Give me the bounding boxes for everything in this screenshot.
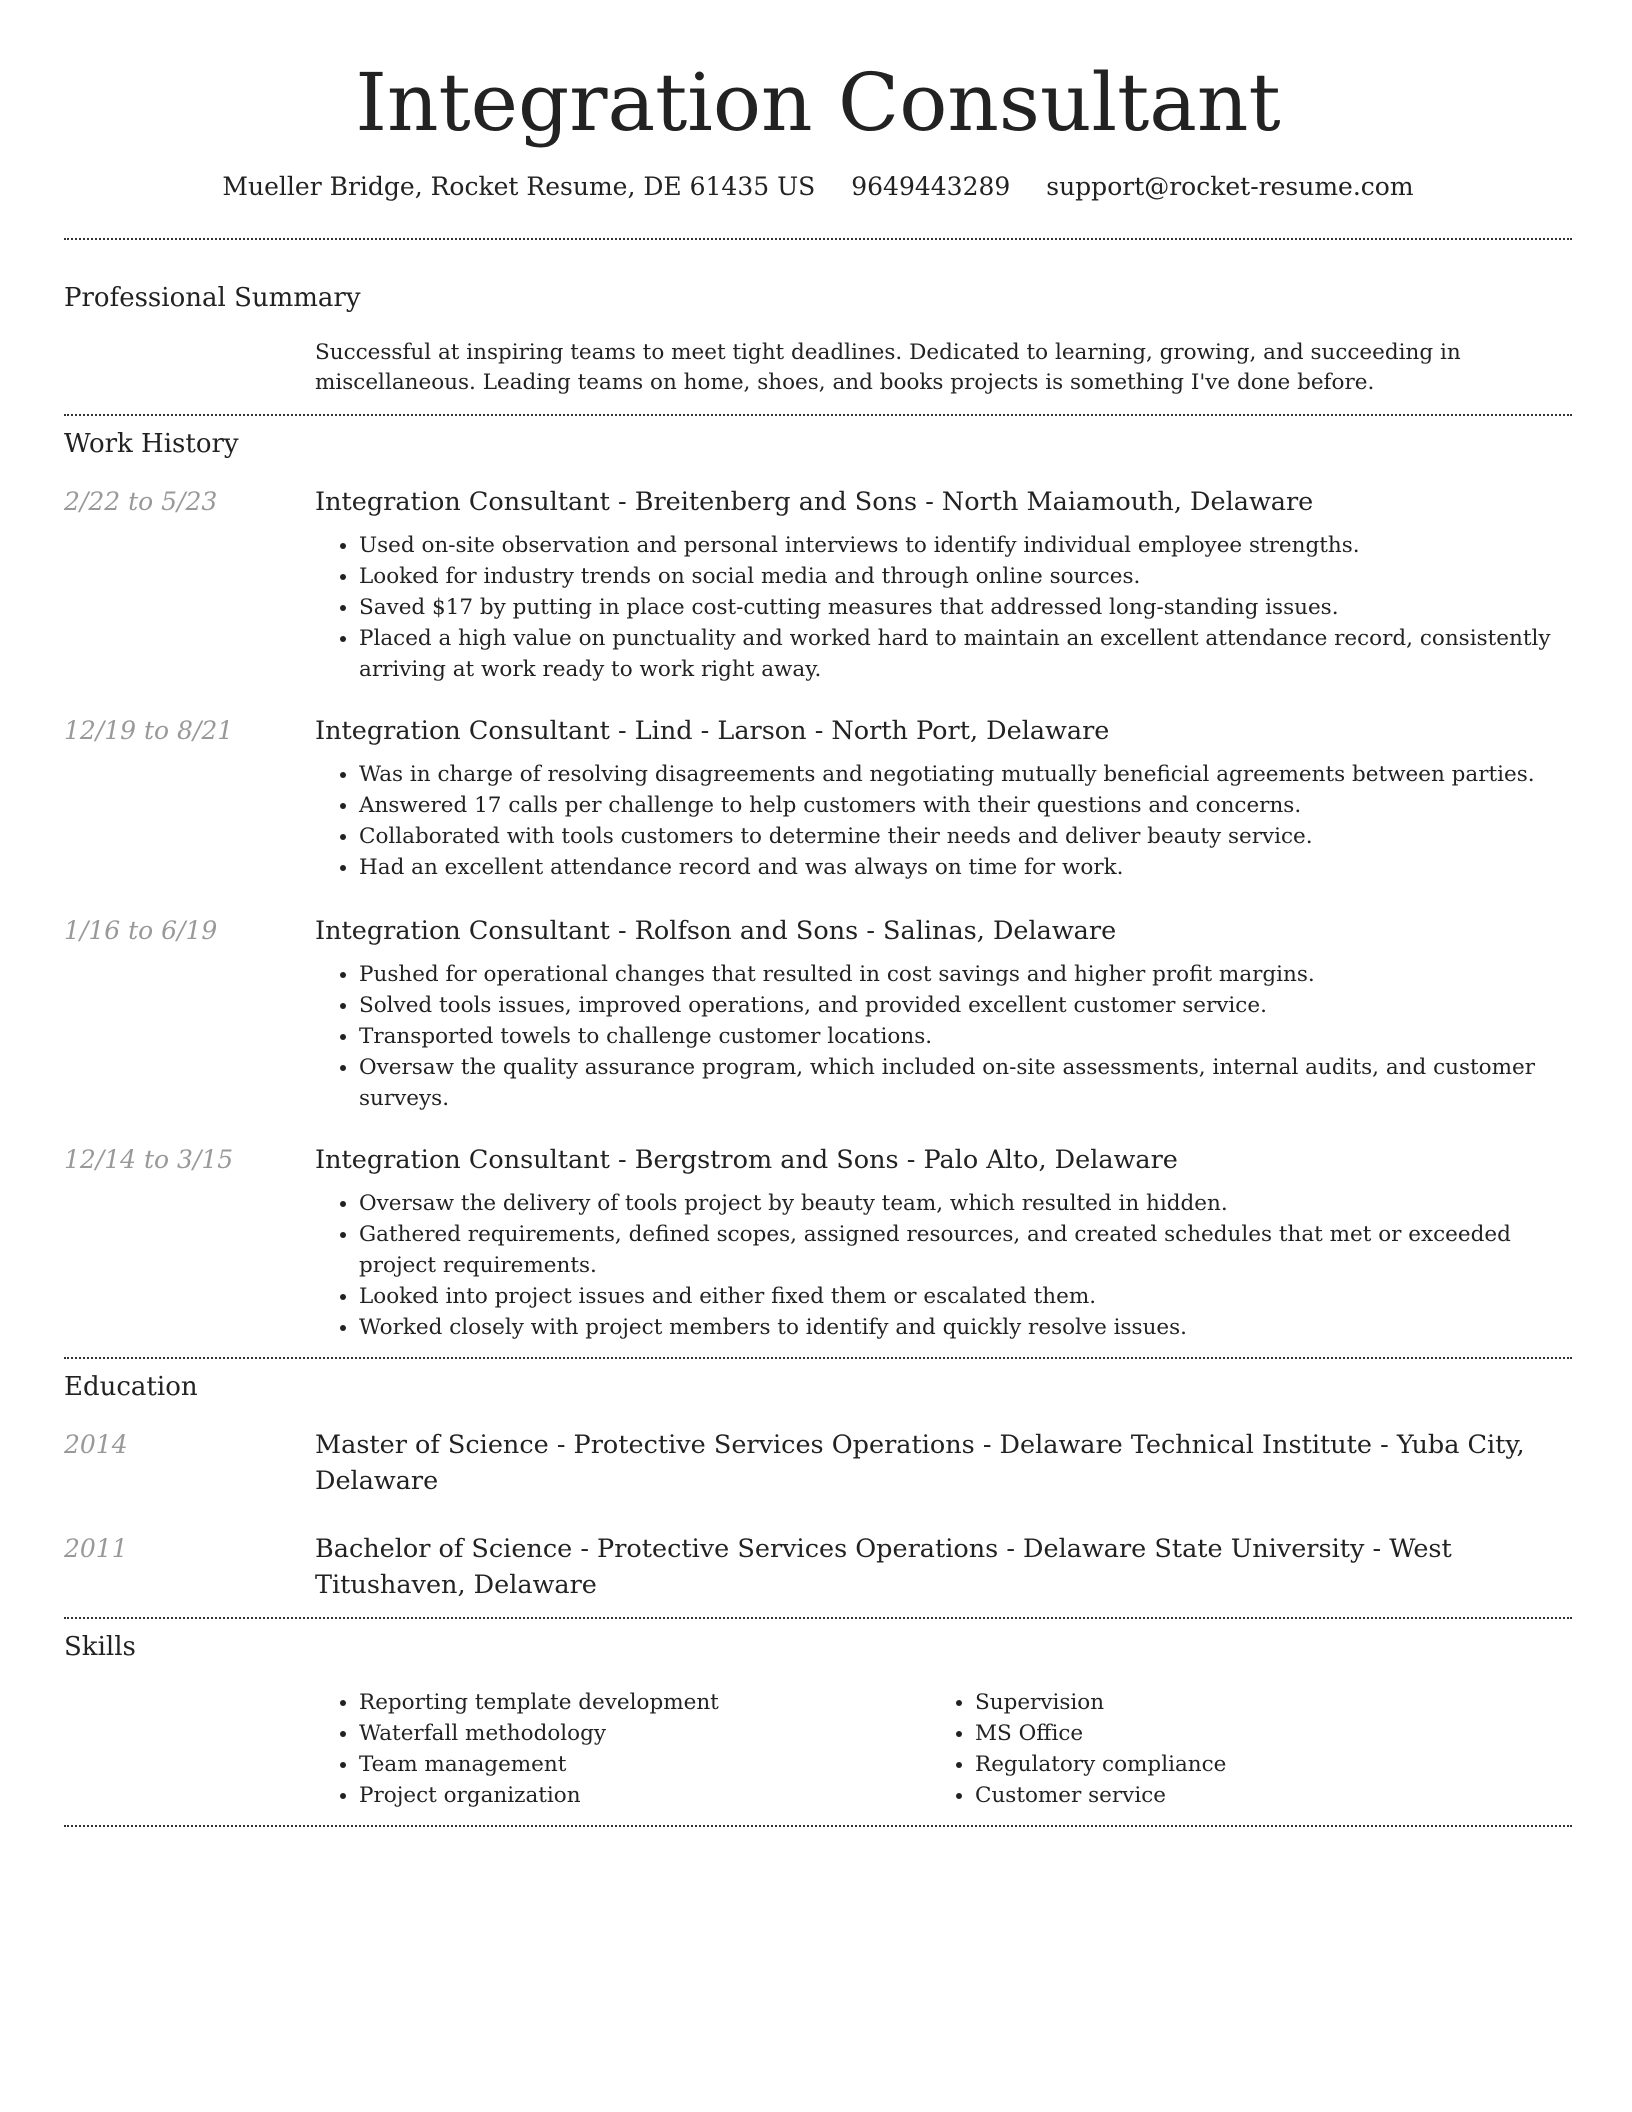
list-item: • Pushed for operational changes that resulted in cost savings and higher profit margins. <box>359 959 1572 990</box>
job-dates: 2/22 to 5/23 <box>64 487 218 516</box>
summary-section <box>64 240 1572 398</box>
job-bullets <box>315 1188 1572 1343</box>
phone: 9649443289 <box>851 172 1011 201</box>
list-item: • Oversaw the delivery of tools project by beauty team, which resulted in hidden. <box>359 1188 1572 1219</box>
job-entry <box>64 913 1572 1114</box>
section-title-skills: Skills <box>64 1632 136 1662</box>
job-title: Integration Consultant - Breitenberg and Sons - North Maiamouth, Delaware <box>315 487 1314 517</box>
list-item: • Looked into project issues and either fixed them or escalated them. <box>359 1281 1572 1312</box>
education-year: 2011 <box>64 1534 128 1563</box>
job-entry <box>64 484 1572 685</box>
list-item: • Team management <box>359 1749 931 1780</box>
email: support@rocket-resume.com <box>1046 172 1414 201</box>
section-title-work: Work History <box>64 429 239 459</box>
education-degree: Master of Science - Protective Services Operations - Delaware Technical Institute - Yuba City, Delaware <box>315 1430 1525 1496</box>
list-item: • Answered 17 calls per challenge to help customers with their questions and concerns. <box>359 790 1572 821</box>
list-item: • Used on-site observation and personal interviews to identify individual employee strengths. <box>359 530 1572 561</box>
job-entry <box>64 1142 1572 1343</box>
list-item: • Reporting template development <box>359 1687 931 1718</box>
list-item: • Oversaw the quality assurance program, which included on-site assessments, internal audits, and customer surveys. <box>359 1052 1572 1114</box>
job-bullets <box>315 759 1572 883</box>
job-title: Integration Consultant - Lind - Larson - North Port, Delaware <box>315 716 1110 746</box>
divider <box>64 1825 1572 1827</box>
education-entry <box>64 1531 1572 1603</box>
list-item: • Regulatory compliance <box>975 1749 1572 1780</box>
address: Mueller Bridge, Rocket Resume, DE 61435 US <box>222 172 816 201</box>
list-item: • Looked for industry trends on social media and through online sources. <box>359 561 1572 592</box>
list-item: • Worked closely with project members to identify and quickly resolve issues. <box>359 1312 1572 1343</box>
skills-list <box>315 1687 1572 1811</box>
page-title: Integration Consultant <box>355 56 1281 149</box>
skills-section <box>64 1619 1572 1811</box>
job-bullets <box>315 959 1572 1114</box>
work-section <box>64 416 1572 1343</box>
job-bullets <box>315 530 1572 685</box>
skills-column-left <box>315 1687 931 1811</box>
list-item: • Saved $17 by putting in place cost-cutting measures that addressed long-standing issues. <box>359 592 1572 623</box>
education-year: 2014 <box>64 1430 128 1459</box>
list-item: • Transported towels to challenge customer locations. <box>359 1021 1572 1052</box>
list-item: • Gathered requirements, defined scopes, assigned resources, and created schedules that met or exceeded project requirements. <box>359 1219 1572 1281</box>
section-title-summary: Professional Summary <box>64 283 361 313</box>
education-section <box>64 1359 1572 1603</box>
job-dates: 12/19 to 8/21 <box>64 716 234 745</box>
list-item: • Project organization <box>359 1780 931 1811</box>
list-item: • Waterfall methodology <box>359 1718 931 1749</box>
job-dates: 12/14 to 3/15 <box>64 1145 234 1174</box>
list-item: • Supervision <box>975 1687 1572 1718</box>
job-entry <box>64 713 1572 883</box>
education-entry <box>64 1427 1572 1499</box>
list-item: • Was in charge of resolving disagreements and negotiating mutually beneficial agreements between parties. <box>359 759 1572 790</box>
job-dates: 1/16 to 6/19 <box>64 916 218 945</box>
contact-line <box>64 170 1572 204</box>
job-title: Integration Consultant - Rolfson and Sons - Salinas, Delaware <box>315 916 1117 946</box>
list-item: • MS Office <box>975 1718 1572 1749</box>
section-title-education: Education <box>64 1372 198 1402</box>
list-item: • Had an excellent attendance record and was always on time for work. <box>359 852 1572 883</box>
list-item: • Customer service <box>975 1780 1572 1811</box>
list-item: • Placed a high value on punctuality and worked hard to maintain an excellent attendance record, consistently arriving at work ready to work right away. <box>359 623 1572 685</box>
skills-column-right <box>931 1687 1572 1811</box>
list-item: • Collaborated with tools customers to determine their needs and deliver beauty service. <box>359 821 1572 852</box>
summary-text: Successful at inspiring teams to meet tight deadlines. Dedicated to learning, growing, and succeeding in miscellaneous. Leading teams on home, shoes, and books projects is something I've done before. <box>315 340 1461 395</box>
list-item: • Solved tools issues, improved operations, and provided excellent customer service. <box>359 990 1572 1021</box>
resume-page <box>64 0 1572 1827</box>
education-degree: Bachelor of Science - Protective Services Operations - Delaware State University - West Titushaven, Delaware <box>315 1534 1452 1600</box>
job-title: Integration Consultant - Bergstrom and Sons - Palo Alto, Delaware <box>315 1145 1178 1175</box>
